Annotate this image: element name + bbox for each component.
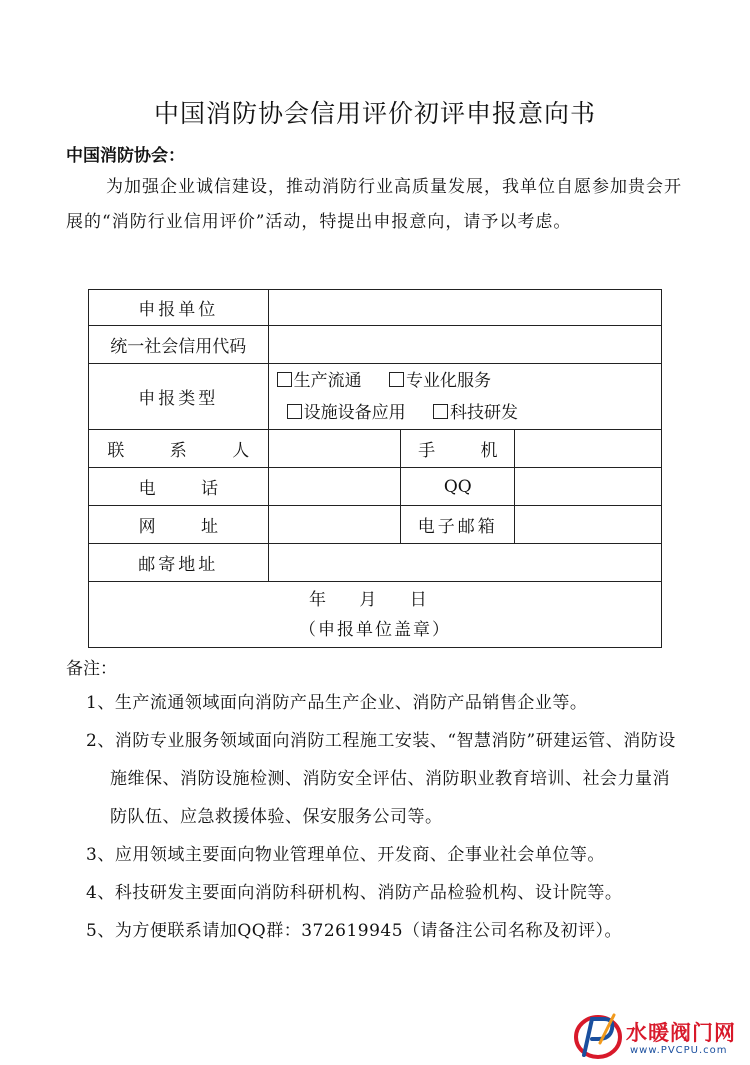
form-row-website xyxy=(89,506,662,544)
application-form-table xyxy=(88,289,662,648)
form-row-contact xyxy=(89,430,662,468)
mobile-field[interactable] xyxy=(515,430,662,468)
stamp-line: （申报单位盖章） xyxy=(299,619,451,640)
mail-address-field[interactable] xyxy=(268,544,661,582)
checkbox-icon[interactable] xyxy=(277,372,292,387)
type-options xyxy=(268,364,661,430)
watermark xyxy=(570,1009,750,1061)
watermark-name: 水暖阀门网 xyxy=(626,1021,736,1045)
form-row-signature xyxy=(89,582,662,648)
applicant-field[interactable] xyxy=(268,290,661,326)
qq-field[interactable] xyxy=(515,468,662,506)
type-option-professional-service[interactable]: 专业化服务 xyxy=(389,371,491,391)
type-option-production[interactable]: 生产流通 xyxy=(277,371,362,391)
note-item: 2、消防专业服务领域面向消防工程施工安装、“智慧消防”研建运管、消防设施维保、消防设施检测、消防安全评估、消防职业教育培训、社会力量消防队伍、应急救援体验、保安服务公司等。 xyxy=(86,731,676,827)
form-row-type xyxy=(89,364,662,430)
phone-field[interactable] xyxy=(268,468,401,506)
intro-paragraph: 为加强企业诚信建设，推动消防行业高质量发展，我单位自愿参加贵会开展的“消防行业信用评价”活动，特提出申报意向，请予以考虑。 xyxy=(66,177,682,232)
notes-list xyxy=(86,684,686,950)
watermark-url: www.PVCPU.com xyxy=(630,1045,728,1056)
note-item: 1、生产流通领域面向消防产品生产企业、消防产品销售企业等。 xyxy=(86,693,588,713)
form-row-mail-address xyxy=(89,544,662,582)
note-item: 4、科技研发主要面向消防科研机构、消防产品检验机构、设计院等。 xyxy=(86,883,623,903)
checkbox-icon[interactable] xyxy=(433,404,448,419)
mobile-label: 手 机 xyxy=(401,430,515,468)
email-field[interactable] xyxy=(515,506,662,544)
mail-address-label: 邮寄地址 xyxy=(89,544,269,582)
checkbox-icon[interactable] xyxy=(287,404,302,419)
type-label: 申报类型 xyxy=(89,364,269,430)
credit-code-field[interactable] xyxy=(268,326,661,364)
contact-label: 联 系 人 xyxy=(89,430,269,468)
pvcpu-logo-icon xyxy=(570,1009,626,1061)
email-label: 电子邮箱 xyxy=(401,506,515,544)
checkbox-icon[interactable] xyxy=(389,372,404,387)
date-line: 年 月 日 xyxy=(309,589,427,610)
addressee: 中国消防协会： xyxy=(66,146,185,166)
contact-field[interactable] xyxy=(268,430,401,468)
notes-title: 备注： xyxy=(66,659,117,679)
signature-cell xyxy=(89,582,662,648)
form-row-applicant xyxy=(89,290,662,326)
credit-code-label: 统一社会信用代码 xyxy=(89,326,269,364)
applicant-label: 申报单位 xyxy=(89,290,269,326)
note-item: 5、为方便联系请加QQ群：372619945（请备注公司名称及初评）。 xyxy=(86,921,623,941)
type-option-tech-rd[interactable]: 科技研发 xyxy=(433,403,518,423)
document-title: 中国消防协会信用评价初评申报意向书 xyxy=(153,99,596,128)
website-label: 网 址 xyxy=(89,506,269,544)
qq-label: QQ xyxy=(401,468,515,506)
form-row-phone xyxy=(89,468,662,506)
note-item: 3、应用领域主要面向物业管理单位、开发商、企事业社会单位等。 xyxy=(86,845,605,865)
type-option-facility-application[interactable]: 设施设备应用 xyxy=(287,403,406,423)
form-row-credit-code xyxy=(89,326,662,364)
phone-label: 电 话 xyxy=(89,468,269,506)
website-field[interactable] xyxy=(268,506,401,544)
